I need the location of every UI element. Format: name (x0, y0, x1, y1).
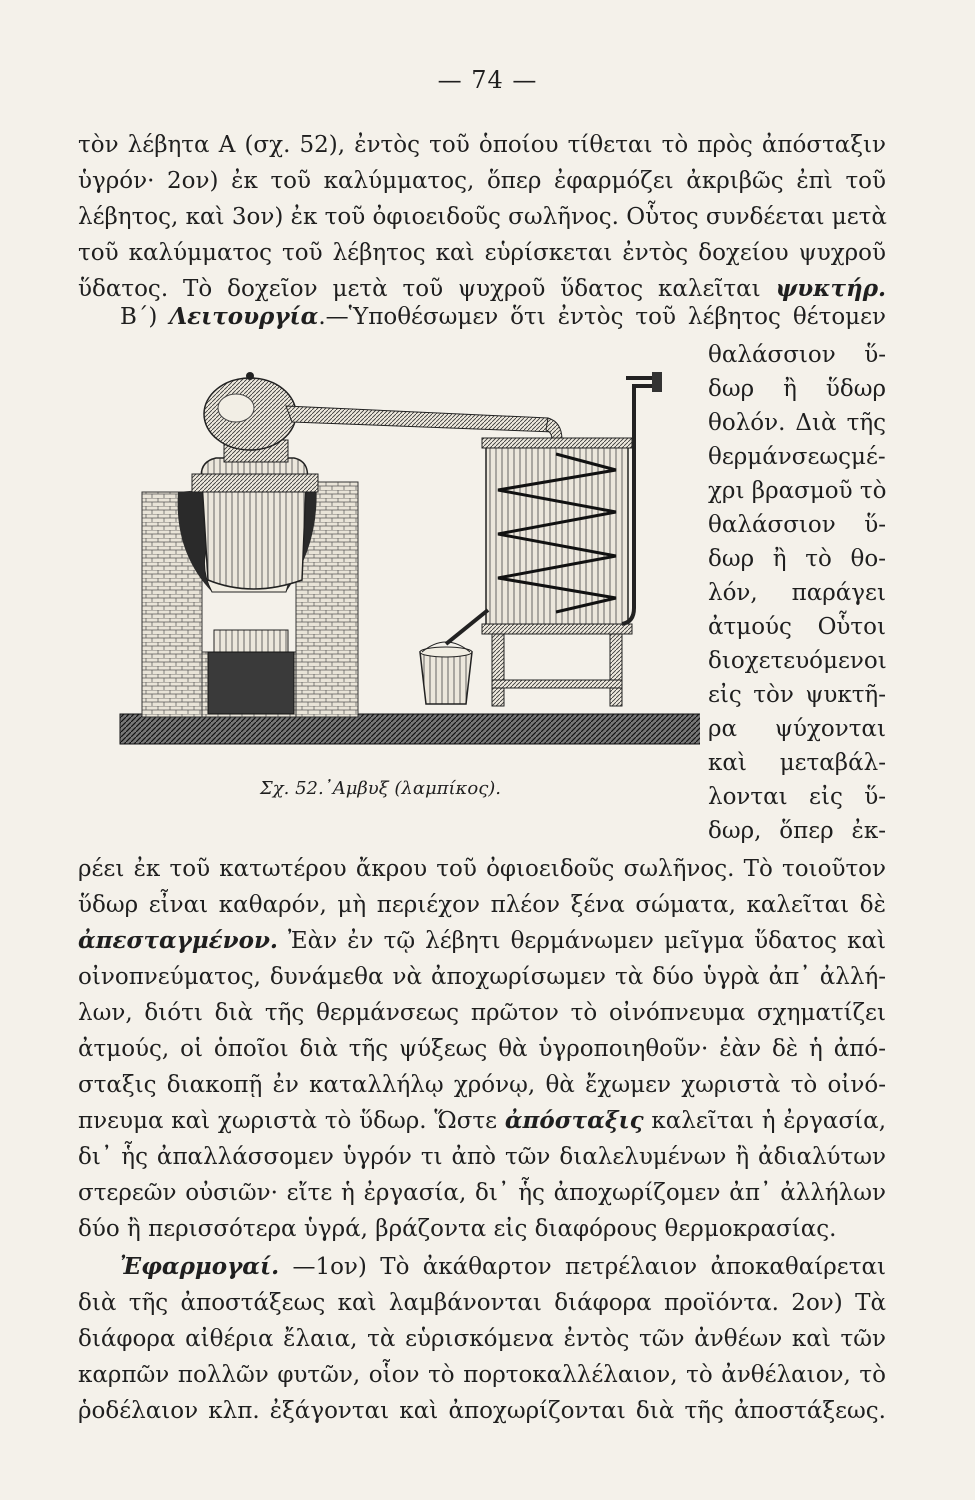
text-line: διὰ τῆς ἀποστάξεως καὶ λαμβάνονται διάφορα προϊόντα. 2ον) Τὰ (78, 1290, 886, 1316)
text-line: τὸν λέβητα Α (σχ. 52), ἐντὸς τοῦ ὁποίου τίθεται τὸ πρὸς ἀπόσταξιν (78, 132, 886, 158)
term-apostaxis: ἀπόσταξις (504, 1107, 644, 1134)
text-line: δι᾿ ἧς ἀπαλλάσσομεν ὑγρόν τι ἀπὸ τῶν διαλελυμένων ἢ ἀδιαλύτων (78, 1144, 886, 1170)
text-line: διάφορα αἰθέρια ἔλαια, τὰ εὑρισκόμενα ἐντὸς τῶν ἀνθέων καὶ τῶν (78, 1326, 886, 1352)
text-line: εἰς τὸν ψυκτῆ- (708, 682, 886, 708)
text-line: ὕδωρ εἶναι καθαρόν, μὴ περιέχον πλέον ξένα σώματα, καλεῖται δὲ (78, 892, 886, 918)
text-span: ὕδατος. Τὸ δοχεῖον μετὰ τοῦ ψυχροῦ ὕδατος καλεῖται (78, 276, 761, 302)
text-line: στερεῶν οὐσιῶν· εἴτε ἡ ἐργασία, δι᾿ ἧς ἀποχωρίζομεν ἀπ᾿ ἀλλήλων (78, 1180, 886, 1206)
text-span: Ἐὰν ἐν τῷ λέβητι θερμάνωμεν μεῖγμα ὕδατος καὶ (277, 928, 886, 954)
text-line (120, 1250, 886, 1284)
text-line: θαλάσσιον ὕ- (708, 512, 886, 538)
text-line: δωρ ἢ ὕδωρ (708, 376, 886, 402)
text-span: .—Ὑποθέσωμεν ὅτι ἐντὸς τοῦ λέβητος θέτομεν (318, 304, 887, 330)
text-line: δύο ἢ περισσότερα ὑγρά, βράζοντα εἰς διαφόρους θερμοκρασίας. (78, 1216, 837, 1242)
text-line (78, 924, 886, 958)
figure-caption: Σχ. 52.᾿Αμβυξ (λαμπίκος). (260, 778, 502, 799)
text-line: σταξις διακοπῇ ἐν καταλλήλῳ χρόνῳ, θὰ ἔχωμεν χωριστὰ τὸ οἰνό- (78, 1072, 886, 1098)
term-psyktir: ψυκτήρ. (775, 275, 886, 302)
page-number: — 74 — (437, 66, 538, 94)
text-line: ρέει ἐκ τοῦ κατωτέρου ἄκρου τοῦ ὀφιοειδοῦς σωλῆνος. Τὸ τοιοῦτον (78, 856, 886, 882)
section-label: Β΄) (120, 304, 158, 330)
text-line: λέβητος, καὶ 3ον) ἐκ τοῦ ὀφιοειδοῦς σωλῆνος. Οὗτος συνδέεται μετὰ (78, 204, 887, 230)
text-line: δωρ ἢ τὸ θο- (708, 546, 886, 572)
text-line: ρα ψύχονται (708, 716, 886, 742)
heading-efarmogai: Ἐφαρμογαί. (120, 1253, 280, 1280)
text-line: λόν, παράγει (708, 580, 886, 606)
text-line: διοχετευόμενοι (708, 648, 887, 674)
text-line: ῥοδέλαιον κλπ. ἐξάγονται καὶ ἀποχωρίζονται διὰ τῆς ἀποστάξεως. (78, 1398, 886, 1424)
alembic-illustration (116, 362, 700, 762)
text-line: θερμάνσεωςμέ- (708, 444, 886, 470)
text-line: καὶ μεταβάλ- (708, 750, 886, 776)
text-line (120, 300, 886, 334)
heading-leitourgia: Λειτουργία (169, 303, 319, 330)
text-line: ὑγρόν· 2ον) ἐκ τοῦ καλύμματος, ὅπερ ἐφαρμόζει ἀκριβῶς ἐπὶ τοῦ (78, 168, 886, 194)
text-line: τοῦ καλύμματος τοῦ λέβητος καὶ εὑρίσκεται ἐντὸς δοχείου ψυχροῦ (78, 240, 886, 266)
text-line: ἀτμούς, οἱ ὁποῖοι διὰ τῆς ψύξεως θὰ ὑγροποιηθοῦν· ἐὰν δὲ ἡ ἀπό- (78, 1036, 886, 1062)
text-line: θαλάσσιον ὕ- (708, 342, 886, 368)
text-line: λων, διότι διὰ τῆς θερμάνσεως πρῶτον τὸ οἰνόπνευμα σχηματίζει (78, 1000, 886, 1026)
text-span: πνευμα καὶ χωριστὰ τὸ ὕδωρ. Ὥστε (78, 1108, 498, 1134)
text-line: ἀτμούς Οὗτοι (708, 614, 886, 640)
term-apestagmenon: ἀπεσταγμένον. (78, 927, 278, 954)
text-line: καρπῶν πολλῶν φυτῶν, οἷον τὸ πορτοκαλλέλαιον, τὸ ἀνθέλαιον, τὸ (78, 1362, 886, 1388)
text-line: χρι βρασμοῦ τὸ (708, 478, 887, 504)
text-line: λονται εἰς ὕ- (708, 784, 886, 810)
text-line (78, 1104, 886, 1138)
text-span: —1ον) Τὸ ἀκάθαρτον πετρέλαιον ἀποκαθαίρεται (279, 1254, 886, 1280)
text-line: θολόν. Διὰ τῆς (708, 410, 886, 436)
text-span: καλεῖται ἡ ἐργασία, (651, 1108, 887, 1134)
text-line: δωρ, ὅπερ ἐκ- (708, 818, 886, 844)
text-line: οἰνοπνεύματος, δυνάμεθα νὰ ἀποχωρίσωμεν τὰ δύο ὑγρὰ ἀπ᾿ ἀλλή- (78, 964, 886, 990)
